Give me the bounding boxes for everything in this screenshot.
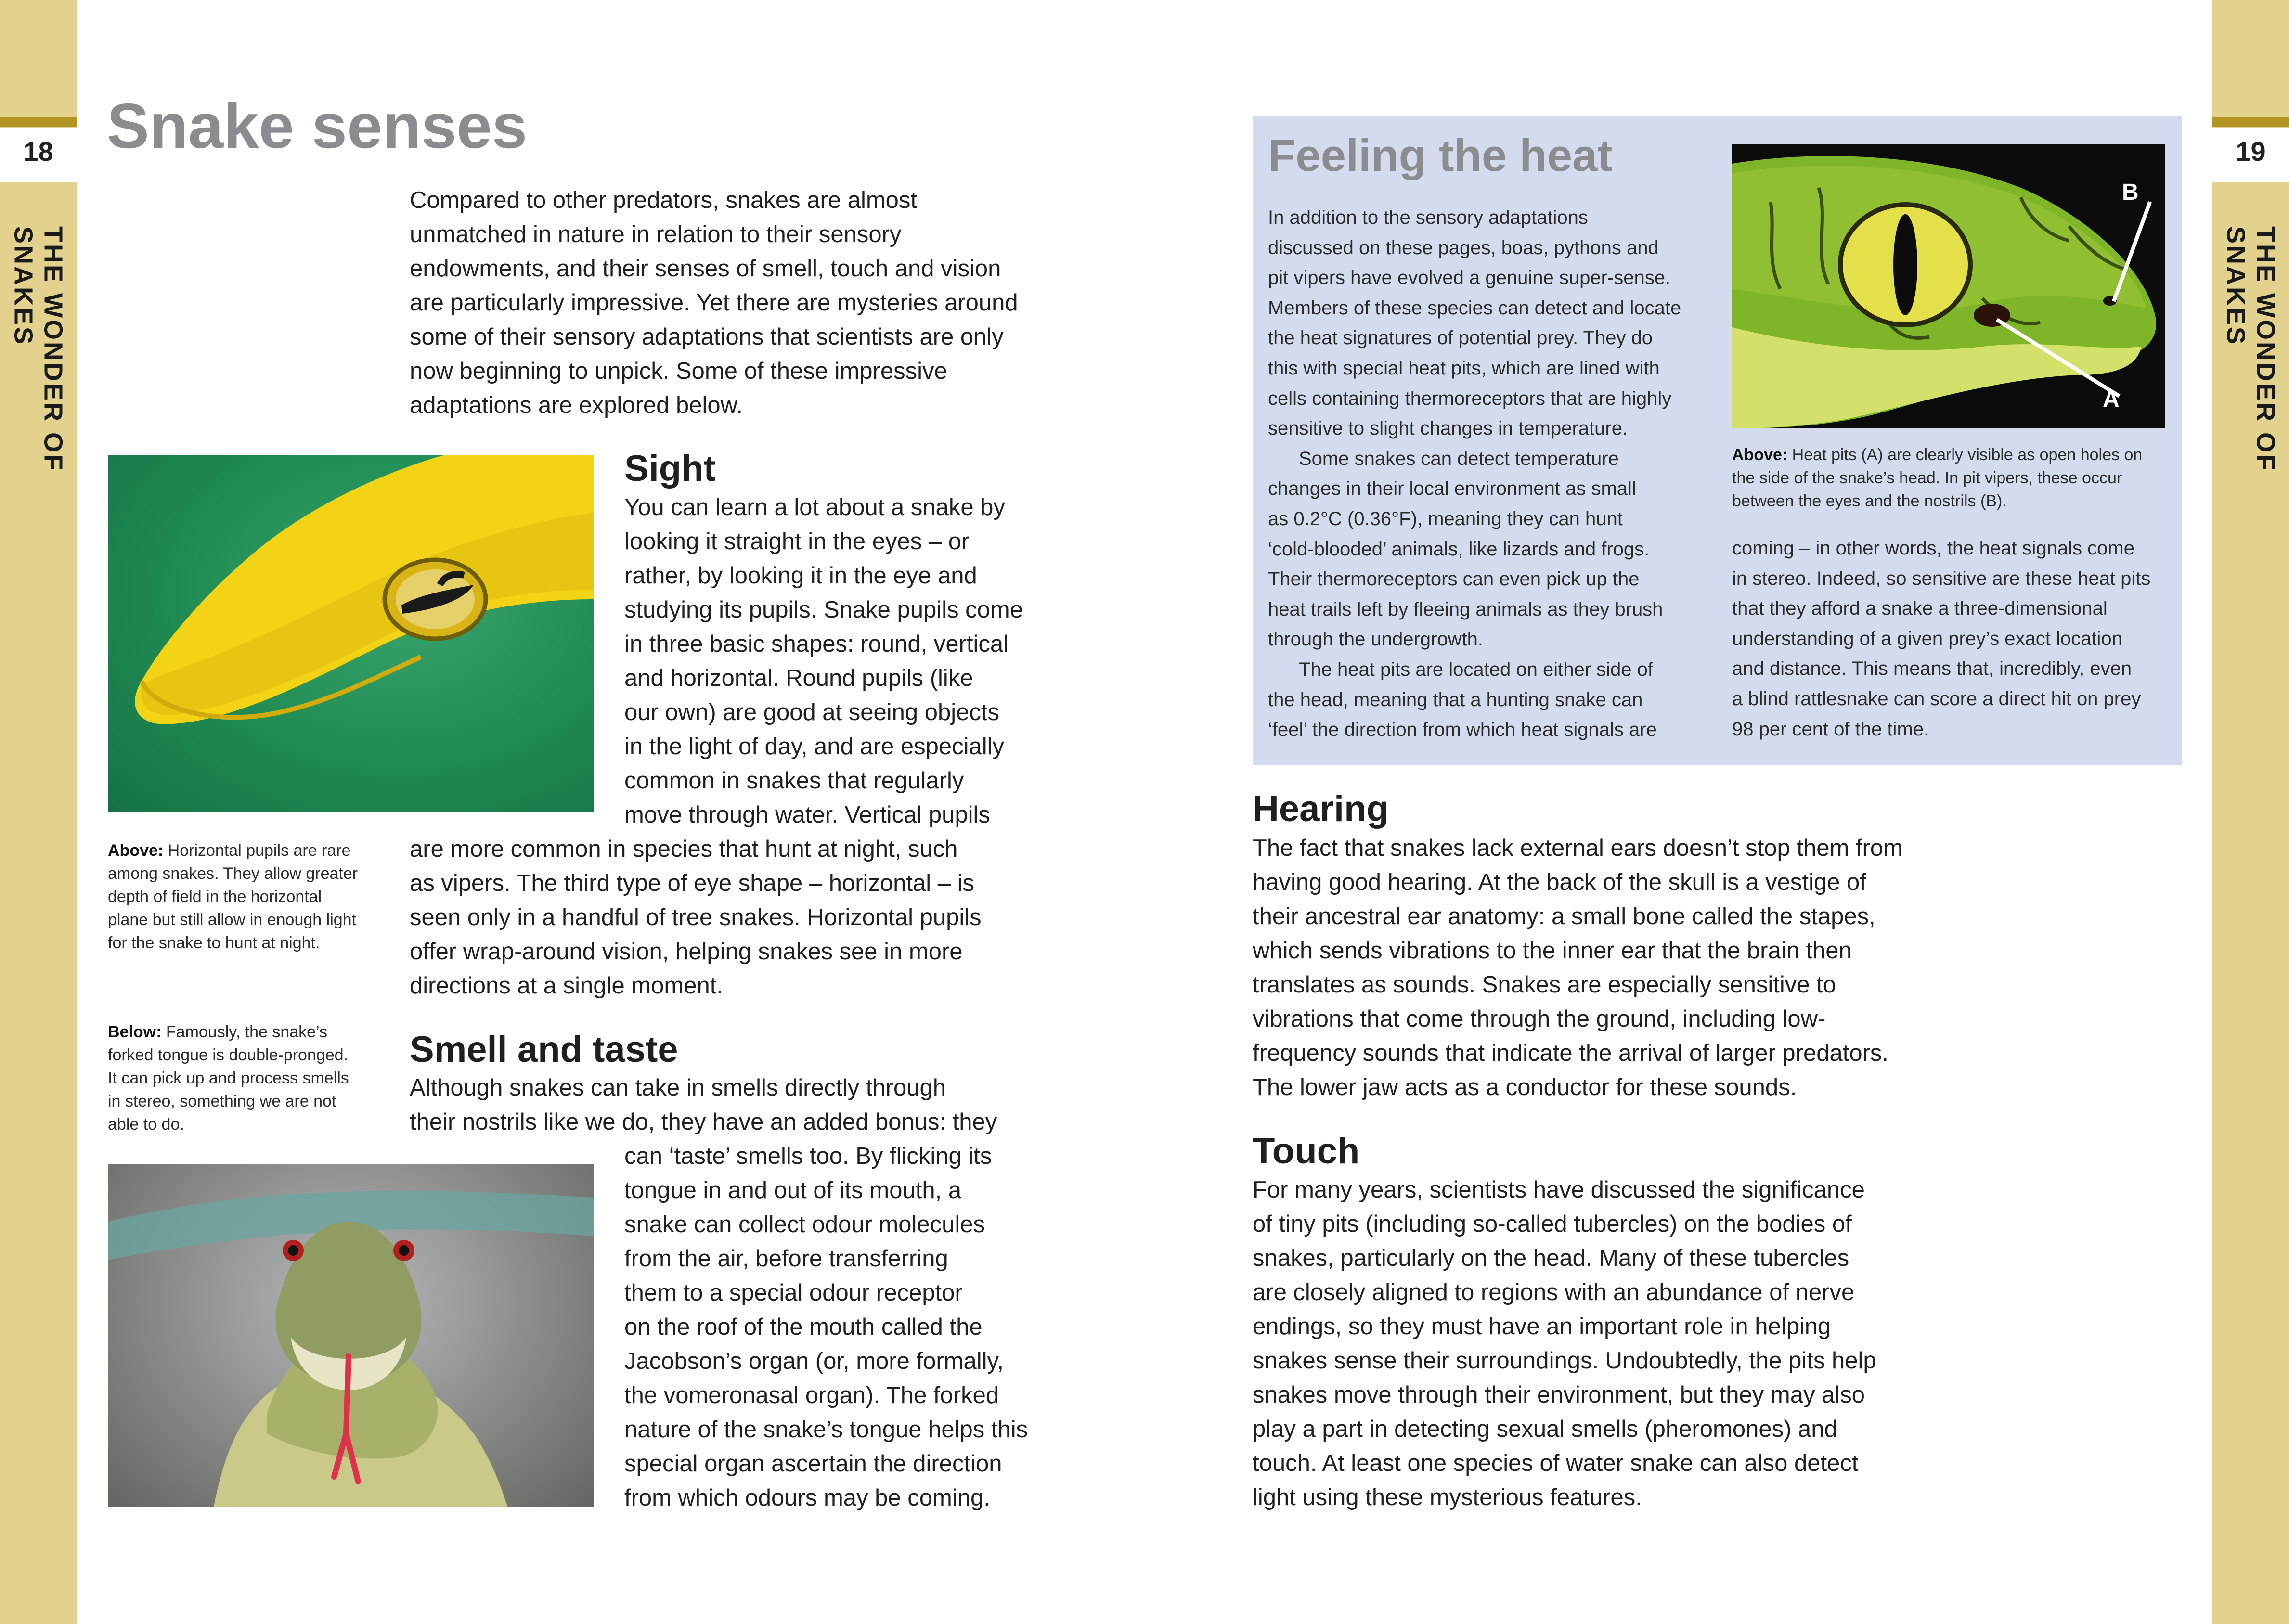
left-page-number: 18: [23, 136, 53, 167]
marker-a-label: A: [2103, 387, 2120, 412]
touch-paragraph: For many years, scientists have discussed the significance of tiny pits (including so-called tubercles) on the bodies of snakes, particularly on the head. Many of these tubercles are closely aligned to regions with an abundance of nerve endings, so they must have an important role in helping snakes sense their surroundings. Undoubtedly, the pits help snakes move through their environment, but they may also play a part in detecting sexual smells (pheromones) and touch. At least one species of water snake can also detect light using these mysterious features.: [1253, 1177, 1876, 1510]
hearing-paragraph: The fact that snakes lack external ears doesn’t stop them from having good hearing. At the back of the skull is a vestige of their ancestral ear anatomy: a small bone called the stapes, which sends vibrations to the inner ear that the brain then translates as sounds. Snakes are especially sensitive to vibrations that come through the ground, including low- frequency sounds that indicate the arrival of larger predators. The lower jaw acts as a conductor for these sounds.: [1253, 835, 1903, 1100]
heat-column-2: coming – in other words, the heat signals come in stereo. Indeed, so sensitive are these heat pits that they afford a snake a three-dimensional understanding of a given prey’s exact location and distance. This means that, incredibly, even a blind rattlesnake can score a direct hit on prey 98 per cent of the time.: [1732, 538, 2151, 740]
right-header-rule: [2212, 117, 2289, 127]
touch-heading: Touch: [1253, 1131, 1360, 1172]
garter-snake-photo: [108, 1164, 594, 1507]
pit-viper-photo: [1732, 144, 2165, 428]
smell-paragraph-narrow: can ‘taste’ smells too. By flicking its tongue in and out of its mouth, a snake can collect odour molecules from the air, before transferring them to a special odour receptor on the roof of the mouth called the Jacobson’s organ (or, more formally, the vomeronasal organ). The forked nature of the snake’s tongue helps this special organ ascertain the direction from which odours may be coming.: [624, 1143, 1028, 1511]
left-side-title: THE WONDER OF SNAKES: [9, 226, 68, 472]
vine-snake-photo: [108, 455, 594, 812]
marker-b-label: B: [2122, 180, 2139, 205]
hearing-heading: Hearing: [1253, 788, 1389, 829]
right-side-title: THE WONDER OF SNAKES: [2221, 226, 2280, 472]
sight-paragraph-wide: are more common in species that hunt at night, such as vipers. The third type of eye shape – horizontal – is seen only in a handful of tree snakes. Horizontal pupils offer wrap-around vision, helping snakes see in more directions at a single moment.: [410, 836, 982, 999]
caption-above-vine-snake: Above: Horizontal pupils are rare among snakes. They allow greater depth of field in the horizontal plane but still allow in enough light for the snake to hunt at night.: [108, 841, 358, 952]
vine-snake-illustration: [108, 455, 594, 812]
smell-paragraph-wide: Although snakes can take in smells directly through their nostrils like we do, they have an added bonus: they: [410, 1075, 997, 1135]
feeling-the-heat-title: Feeling the heat: [1268, 130, 1613, 180]
right-page-number: 19: [2236, 136, 2266, 167]
page-title: Snake senses: [107, 90, 528, 161]
heat-column-1: In addition to the sensory adaptations discussed on these pages, boas, pythons and pit vipers have evolved a genuine super-sense. Members of these species can detect and locate the heat signatures of potential prey. They do this with special heat pits, which are lined with cells containing thermoreceptors that are highly sensitive to slight changes in temperature. Some snakes can detect temperature changes in their local environment as small as 0.2°C (0.36°F), meaning they can hunt ‘cold-blooded’ animals, like lizards and frogs. Their thermoreceptors can even pick up the heat trails left by fleeing animals as they brush through the undergrowth. The heat pits are located on either side of the head, meaning that a hunting snake can ‘feel’ the direction from which heat signals are: [1268, 207, 1681, 741]
garter-snake-illustration: [108, 1164, 594, 1507]
left-header-rule: [0, 117, 77, 127]
smell-taste-heading: Smell and taste: [410, 1029, 678, 1070]
sight-paragraph-narrow: You can learn a lot about a snake by looking it straight in the eyes – or rather, by looking it in the eye and studying its pupils. Snake pupils come in three basic shapes: round, vertical and horizontal. Round pupils (like our own) are good at seeing objects in the light of day, and are especially common in snakes that regularly move through water. Vertical pupils: [624, 494, 1023, 828]
caption-pit-viper: Above: Heat pits (A) are clearly visible as open holes on the side of the snake’s head. In pit vipers, these occur between the eyes and the nostrils (B).: [1732, 446, 2143, 510]
sight-heading: Sight: [624, 448, 716, 489]
caption-below-garter-snake: Below: Famously, the snake’s forked tongue is double-pronged. It can pick up and process smells in stereo, something we are not able to do.: [108, 1023, 349, 1134]
intro-paragraph: Compared to other predators, snakes are almost unmatched in nature in relation to their sensory endowments, and their senses of smell, touch and vision are particularly impressive. Yet there are mysteries around some of their sensory adaptations that scientists are only now beginning to unpick. Some of these impressive adaptations are explored below.: [410, 187, 1018, 418]
